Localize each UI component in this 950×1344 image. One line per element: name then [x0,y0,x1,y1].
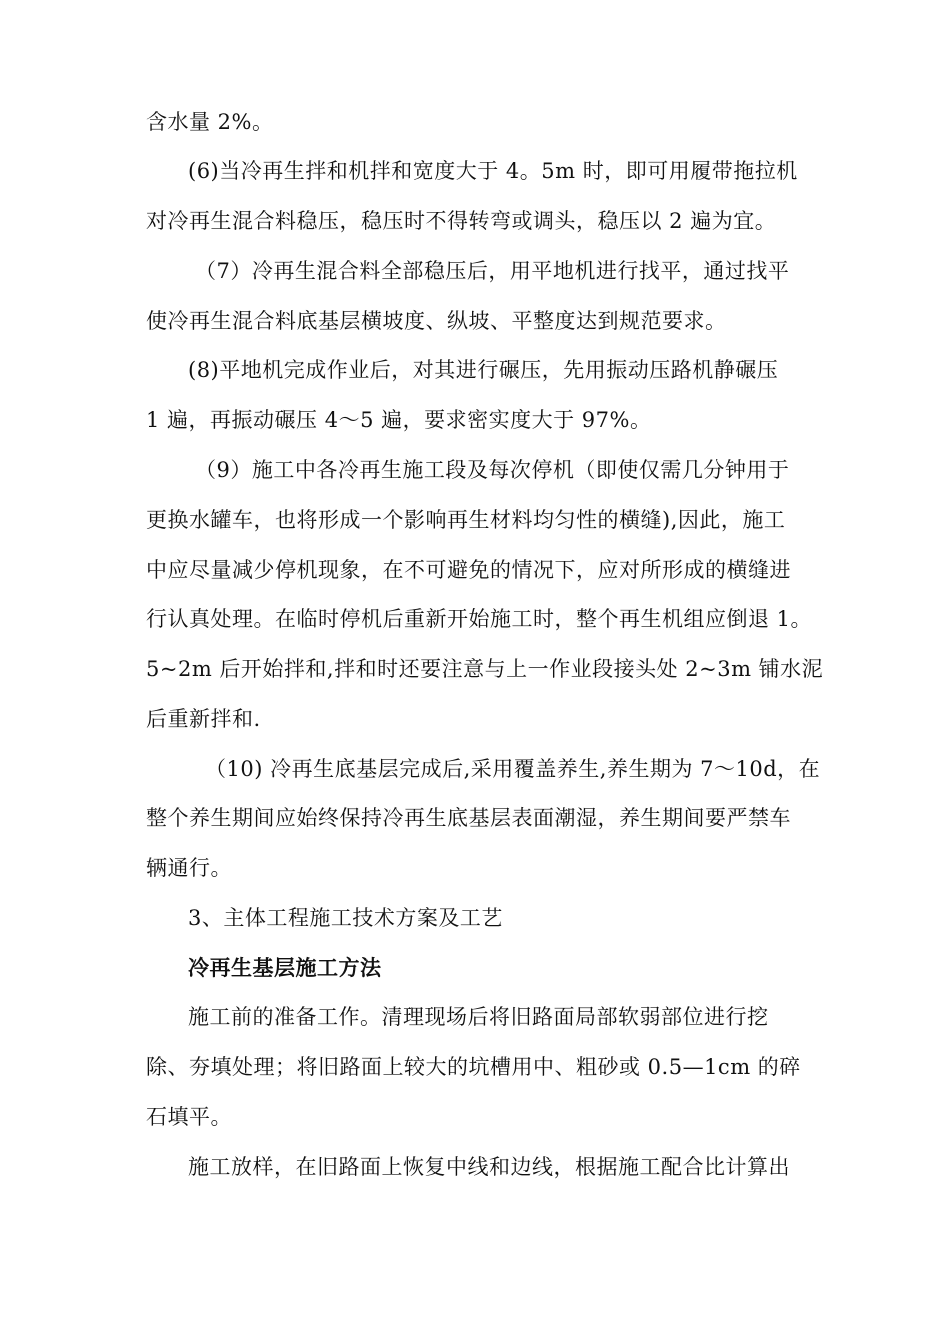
text-line-3: 对冷再生混合料稳压，稳压时不得转弯或调头，稳压以 2 遍为宜。 [146,209,777,233]
text-line-12: 5~2m 后开始拌和,拌和时还要注意与上一作业段接头处 2~3m 铺水泥 [146,657,824,681]
text-line-5: 使冷再生混合料底基层横坡度、纵坡、平整度达到规范要求。 [146,309,727,333]
text-line-11: 行认真处理。在临时停机后重新开始施工时，整个再生机组应倒退 1。 [146,607,813,631]
text-line-19: 施工前的准备工作。清理现场后将旧路面局部软弱部位进行挖 [188,1005,769,1029]
text-line-14: （10) 冷再生底基层完成后,采用覆盖养生,养生期为 7～10d，在 [205,757,821,781]
text-line-13: 后重新拌和. [146,707,261,731]
text-line-20: 除、夯填处理；将旧路面上较大的坑槽用中、粗砂或 0.5—1cm 的碎 [146,1055,801,1079]
text-line-1: 含水量 2%。 [146,110,274,134]
text-line-6: (8)平地机完成作业后，对其进行碾压，先用振动压路机静碾压 [188,358,779,382]
text-line-10: 中应尽量减少停机现象，在不可避免的情况下，应对所形成的横缝进 [146,558,791,582]
text-line-9: 更换水罐车，也将形成一个影响再生材料均匀性的横缝),因此，施工 [146,508,786,532]
text-line-15: 整个养生期间应始终保持冷再生底基层表面潮湿，养生期间要严禁车 [146,806,791,830]
text-line-4: （7）冷再生混合料全部稳压后，用平地机进行找平，通过找平 [195,259,790,283]
subsection-heading: 冷再生基层施工方法 [188,955,382,980]
text-line-16: 辆通行。 [146,856,232,880]
text-line-7: 1 遍，再振动碾压 4～5 遍，要求密实度大于 97%。 [146,408,652,432]
text-line-2: (6)当冷再生拌和机拌和宽度大于 4。5m 时，即可用履带拖拉机 [188,159,798,183]
text-line-21: 石填平。 [146,1105,232,1129]
text-line-8: （9）施工中各冷再生施工段及每次停机（即使仅需几分钟用于 [195,458,790,482]
section-heading: 3、主体工程施工技术方案及工艺 [188,906,503,930]
text-line-22: 施工放样，在旧路面上恢复中线和边线，根据施工配合比计算出 [188,1155,790,1179]
